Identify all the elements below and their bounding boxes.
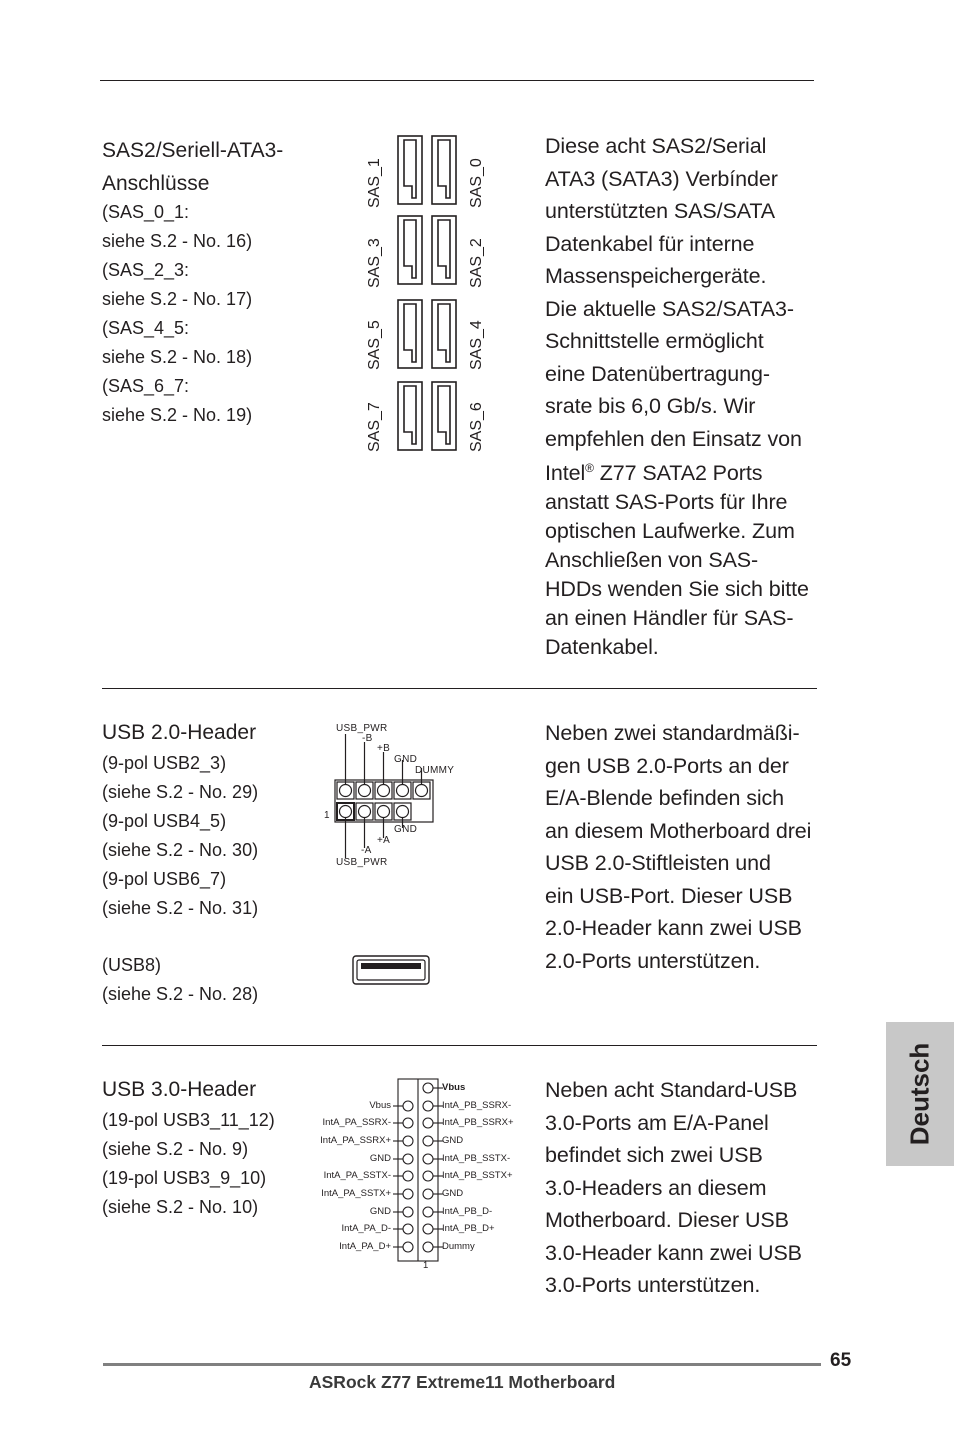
sas-desc-intel-line xyxy=(545,454,809,488)
sas-desc-line: empfehlen den Einsatz von xyxy=(545,426,802,451)
usb2-sub-line: (9-pol USB4_5) xyxy=(102,811,227,831)
pin-one-label: 1 xyxy=(324,810,330,821)
usb3-right-pin-label: IntA_PB_D+ xyxy=(442,1223,495,1234)
usb3-sub-line: (19-pol USB3_11_12) xyxy=(102,1110,275,1130)
language-tab-label: Deutsch xyxy=(904,1042,935,1146)
usb8-sub-list xyxy=(102,951,258,1009)
sas-label: SAS_0 xyxy=(468,158,485,208)
usb3-right-pin-label: Vbus xyxy=(442,1082,466,1093)
usb3-desc-line: 3.0-Headers an diesem xyxy=(545,1175,767,1200)
intel-rest-text: Z77 SATA2 Ports xyxy=(593,461,763,486)
sas-label: SAS_4 xyxy=(468,320,485,370)
usb3-left-pin-label: IntA_PA_D+ xyxy=(339,1241,391,1252)
usb3-desc-line: Motherboard. Dieser USB xyxy=(545,1208,789,1232)
sas-connector-3 xyxy=(398,216,422,284)
dummy-label: DUMMY xyxy=(415,765,455,776)
sas-desc-line: Massenspeichergeräte. xyxy=(545,264,767,288)
plus-a-label: +A xyxy=(377,835,391,846)
sas-description xyxy=(545,130,802,455)
usb-port-svg xyxy=(352,955,430,985)
sas-desc-line: optischen Laufwerke. Zum xyxy=(545,519,795,544)
usb3-left-pin-label: GND xyxy=(369,1206,391,1217)
sas-desc-line: Schnittstelle ermöglicht xyxy=(545,329,764,353)
usb3-desc-line: Neben acht Standard-USB xyxy=(545,1078,798,1102)
sas-desc-line: unterstützten SAS/SATA xyxy=(545,199,776,223)
sas-sub-line: siehe S.2 - No. 17) xyxy=(102,289,253,309)
sas-title-line1: SAS2/Seriell-ATA3- xyxy=(102,139,284,162)
sas-label: SAS_6 xyxy=(468,402,485,452)
usb3-left-pin-label: IntA_PA_SSTX- xyxy=(323,1170,391,1181)
gnd-bottom-label: GND xyxy=(394,824,418,835)
usb2-sub-line: (siehe S.2 - No. 30) xyxy=(102,840,259,860)
usb2-sub-line: (9-pol USB6_7) xyxy=(102,869,227,889)
sas-connector-diagram xyxy=(360,130,500,460)
page-number: 65 xyxy=(830,1350,852,1371)
minus-b-label: -B xyxy=(362,733,373,744)
sas-sub-line: (SAS_2_3: xyxy=(102,260,190,280)
usb3-left-pin-label: Vbus xyxy=(369,1100,391,1111)
usb8-sub-line: (siehe S.2 - No. 28) xyxy=(102,984,259,1004)
usb3-right-pin-label: IntA_PB_SSTX- xyxy=(442,1153,511,1164)
sas-desc-line: srate bis 6,0 Gb/s. Wir xyxy=(545,394,756,418)
sas-desc-line: eine Datenübertragung- xyxy=(545,361,770,386)
usb3-desc-line: 3.0-Ports unterstützen. xyxy=(545,1273,761,1297)
usb3-right-pin-label: IntA_PB_SSRX+ xyxy=(442,1117,514,1128)
sas-sub-line: siehe S.2 - No. 18) xyxy=(102,347,253,367)
sas-connector-1 xyxy=(398,136,422,204)
footer-text: ASRock Z77 Extreme11 Motherboard xyxy=(309,1372,616,1392)
gnd-top-label: GND xyxy=(394,754,418,765)
usb-pwr-top-label: USB_PWR xyxy=(336,723,388,734)
usb2-desc-line: ein USB-Port. Dieser USB xyxy=(545,883,793,908)
usb2-desc-line: 2.0-Ports unterstützen. xyxy=(545,948,761,973)
usb2-header-diagram xyxy=(320,720,470,870)
sas-desc-line: Anschließen von SAS- xyxy=(545,548,759,573)
sas-description-continued xyxy=(545,454,809,662)
usb3-sub-line: (siehe S.2 - No. 9) xyxy=(102,1139,249,1159)
usb3-left-pin-label: IntA_PA_SSRX+ xyxy=(320,1135,391,1146)
sas-connector-0 xyxy=(432,136,456,204)
sas-desc-line: anstatt SAS-Ports für Ihre xyxy=(545,490,788,515)
sas-desc-line: an einen Händler für SAS- xyxy=(545,606,794,631)
registered-mark: ® xyxy=(585,461,594,475)
usb3-left-pin-label: IntA_PA_D- xyxy=(341,1223,391,1234)
usb2-desc-line: an diesem Motherboard drei xyxy=(545,818,812,843)
section-divider xyxy=(102,688,817,689)
language-tab xyxy=(886,1022,954,1166)
sas-label: SAS_1 xyxy=(366,158,383,208)
usb2-sub-line: (siehe S.2 - No. 31) xyxy=(102,898,259,918)
sas-connector-7 xyxy=(398,382,422,450)
sas-title-line2: Anschlüsse xyxy=(102,172,210,195)
sas-title xyxy=(102,134,283,200)
sas-desc-line: HDDs wenden Sie sich bitte xyxy=(545,577,809,602)
usb3-desc-line: befindet sich zwei USB xyxy=(545,1143,763,1167)
usb8-sub-line: (USB8) xyxy=(102,955,162,975)
usb2-desc-line: 2.0-Header kann zwei USB xyxy=(545,916,802,940)
footer-rule xyxy=(103,1363,821,1366)
sas-sub-line: (SAS_0_1: xyxy=(102,202,190,222)
sas-desc-line: Datenkabel für interne xyxy=(545,231,755,256)
top-divider xyxy=(100,80,814,81)
usb3-left-pin-label: IntA_PA_SSTX+ xyxy=(321,1188,391,1199)
sas-sub-line: (SAS_4_5: xyxy=(102,318,190,338)
usb3-right-pin-label: Dummy xyxy=(442,1241,475,1252)
sas-sub-line: siehe S.2 - No. 16) xyxy=(102,231,253,251)
usb3-right-pin-label: IntA_PB_SSRX- xyxy=(442,1100,512,1111)
sas-connector-2 xyxy=(432,216,456,284)
usb2-sub-line: (siehe S.2 - No. 29) xyxy=(102,782,259,802)
usb3-description xyxy=(545,1074,802,1302)
sas-sub-list xyxy=(102,198,252,430)
plus-b-label: +B xyxy=(377,743,391,754)
sas-connector-6 xyxy=(432,382,456,450)
sas-label: SAS_2 xyxy=(468,238,485,288)
usb3-title: USB 3.0-Header xyxy=(102,1078,257,1101)
sas-label: SAS_7 xyxy=(366,402,383,452)
sas-sub-line: (SAS_6_7: xyxy=(102,376,190,396)
usb3-sub-line: (siehe S.2 - No. 10) xyxy=(102,1197,259,1217)
usb3-right-pin-label: IntA_PB_SSTX+ xyxy=(442,1170,513,1181)
usb2-sub-list xyxy=(102,749,258,923)
usb3-left-pin-label: GND xyxy=(369,1153,391,1164)
usb3-sub-line: (19-pol USB3_9_10) xyxy=(102,1168,267,1188)
sas-label: SAS_3 xyxy=(366,238,383,288)
usb3-desc-line: 3.0-Ports am E/A-Panel xyxy=(545,1110,769,1135)
intel-text: Intel xyxy=(545,461,586,486)
sas-desc-line: Datenkabel. xyxy=(545,635,659,660)
usb2-description xyxy=(545,717,811,977)
sas-desc-line: Die aktuelle SAS2/SATA3- xyxy=(545,296,794,321)
usb2-title: USB 2.0-Header xyxy=(102,721,257,744)
usb2-desc-line: Neben zwei standardmäßi- xyxy=(545,721,800,745)
usb2-desc-line: USB 2.0-Stiftleisten und xyxy=(545,851,771,875)
usb3-desc-line: 3.0-Header kann zwei USB xyxy=(545,1240,802,1265)
usb3-sub-list xyxy=(102,1106,275,1222)
minus-a-label: -A xyxy=(361,845,372,856)
sas-desc-line: Diese acht SAS2/Serial xyxy=(545,134,767,158)
usb2-desc-line: gen USB 2.0-Ports an der xyxy=(545,753,789,778)
usb-port-icon xyxy=(352,955,430,985)
sas-desc-line: ATA3 (SATA3) Verbínder xyxy=(545,166,778,191)
section-divider xyxy=(102,1045,817,1046)
sas-connector-4 xyxy=(432,300,456,368)
sas-connector-5 xyxy=(398,300,422,368)
usb2-sub-line: (9-pol USB2_3) xyxy=(102,753,227,773)
usb3-right-pin-label: IntA_PB_D- xyxy=(442,1206,493,1217)
sas-sub-line: siehe S.2 - No. 19) xyxy=(102,405,253,425)
usb3-right-pin-label: GND xyxy=(442,1188,464,1199)
usb3-left-pin-label: IntA_PA_SSRX- xyxy=(322,1117,391,1128)
usb-pwr-bottom-label: USB_PWR xyxy=(336,857,388,868)
usb3-header-diagram xyxy=(300,1075,530,1275)
usb2-desc-line: E/A-Blende befinden sich xyxy=(545,786,785,810)
sas-label: SAS_5 xyxy=(366,320,383,370)
usb3-right-pin-label: GND xyxy=(442,1135,464,1146)
usb2-header-svg xyxy=(320,720,470,870)
usb3-pin-one-label: 1 xyxy=(423,1260,429,1271)
